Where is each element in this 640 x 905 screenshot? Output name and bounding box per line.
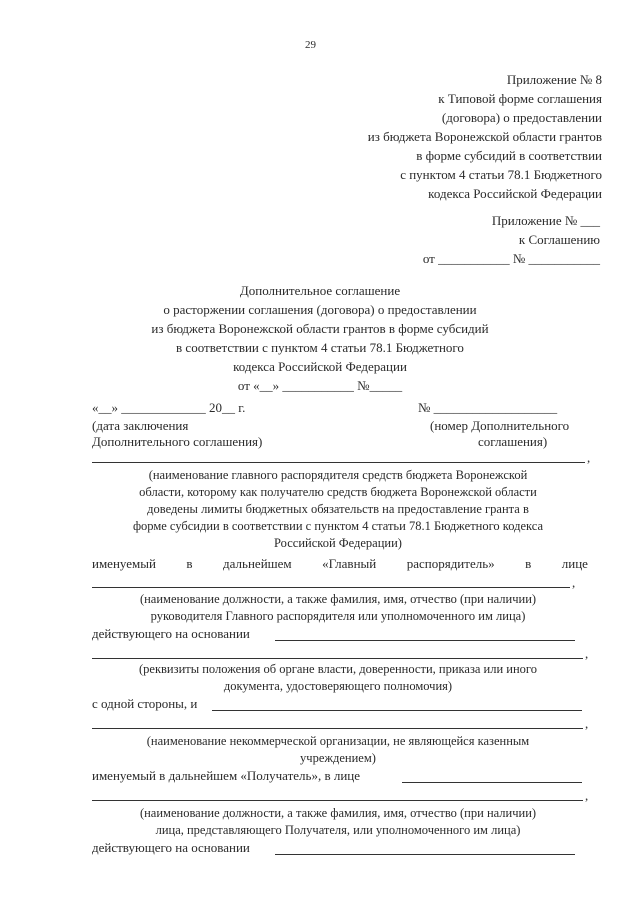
title-line-5: кодекса Российской Федерации bbox=[233, 359, 407, 374]
appendix-line-2: к Типовой форме соглашения bbox=[438, 91, 602, 106]
caption-distributor-3: доведены лимиты бюджетных обязательств на предоставление гранта в bbox=[147, 502, 529, 516]
number-caption-1: (номер Дополнительного bbox=[430, 418, 570, 433]
acting-basis-line-1 bbox=[275, 640, 575, 641]
named-word-5: распорядитель» bbox=[406, 556, 495, 571]
title-date-number: от «__» ___________ №_____ bbox=[237, 378, 403, 393]
main-distributor-fill-line bbox=[92, 462, 585, 463]
nko-fill-line bbox=[92, 728, 583, 729]
attachment-to-agreement: к Соглашению bbox=[518, 232, 600, 247]
appendix-line-7: кодекса Российской Федерации bbox=[428, 186, 602, 201]
page-number: 29 bbox=[305, 39, 316, 51]
named-word-3: дальнейшем bbox=[223, 556, 292, 571]
acting-basis-label-1: действующего на основании bbox=[92, 626, 250, 641]
one-side-line bbox=[212, 710, 582, 711]
caption-nko-2: учреждением) bbox=[300, 751, 376, 765]
appendix-line-3: (договора) о предоставлении bbox=[441, 110, 602, 125]
attachment-date-number: от ___________ № ___________ bbox=[422, 251, 600, 266]
title-line-4: в соответствии с пунктом 4 статьи 78.1 Бюджетного bbox=[176, 340, 464, 355]
appendix-line-4: из бюджета Воронежской области грантов bbox=[367, 129, 602, 144]
named-word-2: в bbox=[186, 556, 193, 571]
title-line-3: из бюджета Воронежской области грантов в форме субсидий bbox=[151, 321, 489, 336]
named-main-distributor bbox=[92, 556, 588, 571]
date-caption-1: (дата заключения bbox=[92, 418, 189, 433]
named-word-7: лице bbox=[561, 556, 588, 571]
appendix-line-1: Приложение № 8 bbox=[506, 72, 602, 87]
named-word-1: именуемый bbox=[92, 556, 156, 571]
one-side-label: с одной стороны, и bbox=[92, 696, 198, 711]
caption-distributor-2: области, которому как получателю средств бюджета Воронежской области bbox=[139, 485, 537, 499]
acting-basis-line-2 bbox=[275, 854, 575, 855]
named-word-4: «Главный bbox=[322, 556, 377, 571]
acting-basis-label-2: действующего на основании bbox=[92, 840, 250, 855]
caption-requisites-2: документа, удостоверяющего полномочия) bbox=[223, 679, 453, 693]
attachment-number: Приложение № ___ bbox=[491, 213, 600, 228]
title-line-1: Дополнительное соглашение bbox=[239, 283, 401, 298]
comma-2: , bbox=[572, 575, 576, 590]
comma-1: , bbox=[587, 450, 591, 465]
agreement-number-field: № ___________________ bbox=[418, 400, 558, 415]
comma-4: , bbox=[585, 716, 589, 731]
caption-distributor-5: Российской Федерации) bbox=[274, 536, 402, 550]
head-fill-line bbox=[92, 587, 570, 588]
appendix-line-5: в форме субсидий в соответствии bbox=[416, 148, 602, 163]
number-caption-2: соглашения) bbox=[478, 434, 548, 449]
comma-3: , bbox=[585, 646, 589, 661]
caption-head-2: руководителя Главного распорядителя или уполномоченного им лица) bbox=[150, 609, 526, 623]
caption-recipient-head-2: лица, представляющего Получателя, или уполномоченного им лица) bbox=[155, 823, 521, 837]
recipient-line bbox=[402, 782, 582, 783]
caption-nko-1: (наименование некоммерческой организации, не являющейся казенным bbox=[146, 734, 530, 748]
recipient-head-fill-line bbox=[92, 800, 583, 801]
date-caption-2: Дополнительного соглашения) bbox=[92, 434, 263, 449]
appendix-line-6: с пунктом 4 статьи 78.1 Бюджетного bbox=[400, 167, 602, 182]
comma-5: , bbox=[585, 788, 589, 803]
caption-distributor-4: форме субсидии в соответствии с пунктом 4 статьи 78.1 Бюджетного кодекса bbox=[132, 519, 544, 533]
caption-recipient-head-1: (наименование должности, а также фамилия, имя, отчество (при наличии) bbox=[139, 806, 537, 820]
named-recipient-label: именуемый в дальнейшем «Получатель», в лице bbox=[92, 768, 361, 783]
caption-requisites-1: (реквизиты положения об органе власти, доверенности, приказа или иного bbox=[139, 662, 537, 676]
agreement-date-field: «__» _____________ 20__ г. bbox=[92, 400, 246, 415]
caption-head-1: (наименование должности, а также фамилия, имя, отчество (при наличии) bbox=[139, 592, 537, 606]
named-word-6: в bbox=[525, 556, 532, 571]
title-line-2: о расторжении соглашения (договора) о предоставлении bbox=[163, 302, 477, 317]
requisites-fill-line bbox=[92, 658, 583, 659]
caption-distributor-1: (наименование главного распорядителя средств бюджета Воронежской bbox=[148, 468, 528, 482]
